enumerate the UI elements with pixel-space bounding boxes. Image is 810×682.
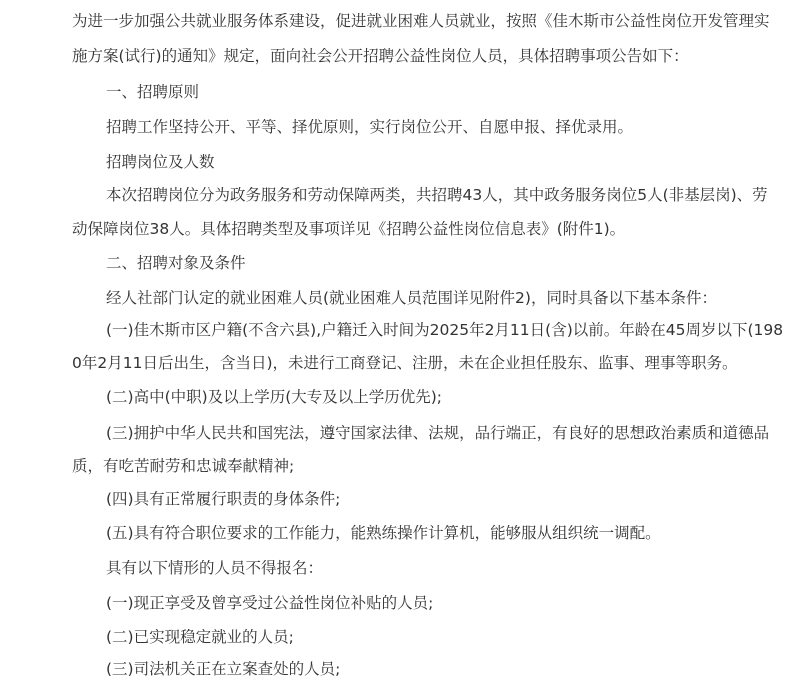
condition-3-line-1: (三)拥护中华人民共和国宪法，遵守国家法律、法规，品行端正，有良好的思想政治素质和道德品 bbox=[106, 424, 770, 442]
condition-5: (五)具有符合职位要求的工作能力，能熟练操作计算机，能够服从组织统一调配。 bbox=[106, 524, 661, 542]
intro-line-2: 施方案(试行)的通知》规定，面向社会公开招聘公益性岗位人员，具体招聘事项公告如下： bbox=[72, 47, 689, 65]
section1-heading: 一、招聘原则 bbox=[106, 83, 200, 101]
positions-body-line-2: 动保障岗位38人。具体招聘类型及事项详见《招聘公益性岗位信息表》(附件1)。 bbox=[72, 220, 626, 238]
positions-body-line-1: 本次招聘岗位分为政务服务和劳动保障两类，共招聘43人，其中政务服务岗位5人(非基层岗)、劳 bbox=[106, 186, 768, 204]
section1-body: 招聘工作坚持公开、平等、择优原则，实行岗位公开、自愿申报、择优录用。 bbox=[106, 118, 634, 136]
condition-3-line-2: 质，有吃苦耐劳和忠诚奉献精神; bbox=[72, 457, 295, 475]
condition-2: (二)高中(中职)及以上学历(大专及以上学历优先); bbox=[106, 388, 443, 406]
condition-4: (四)具有正常履行职责的身体条件; bbox=[106, 490, 341, 508]
exclusion-1: (一)现正享受及曾享受过公益性岗位补贴的人员; bbox=[106, 594, 434, 612]
condition-1-line-1: (一)佳木斯市区户籍(不含六县),户籍迁入时间为2025年2月11日(含)以前。年龄在45周岁以下(198 bbox=[106, 321, 784, 339]
section2-intro: 经人社部门认定的就业困难人员(就业困难人员范围详见附件2)，同时具备以下基本条件： bbox=[106, 289, 717, 307]
intro-line-1: 为进一步加强公共就业服务体系建设，促进就业困难人员就业，按照《佳木斯市公益性岗位开发管理实 bbox=[72, 12, 770, 30]
exclusion-2: (二)已实现稳定就业的人员; bbox=[106, 628, 294, 646]
positions-heading: 招聘岗位及人数 bbox=[106, 153, 215, 171]
condition-1-line-2: 0年2月11日后出生，含当日)，未进行工商登记、注册，未在企业担任股东、监事、理事等职务。 bbox=[72, 354, 738, 372]
exclusion-heading: 具有以下情形的人员不得报名： bbox=[106, 559, 324, 577]
section2-heading: 二、招聘对象及条件 bbox=[106, 254, 246, 272]
exclusion-3: (三)司法机关正在立案查处的人员; bbox=[106, 660, 341, 678]
